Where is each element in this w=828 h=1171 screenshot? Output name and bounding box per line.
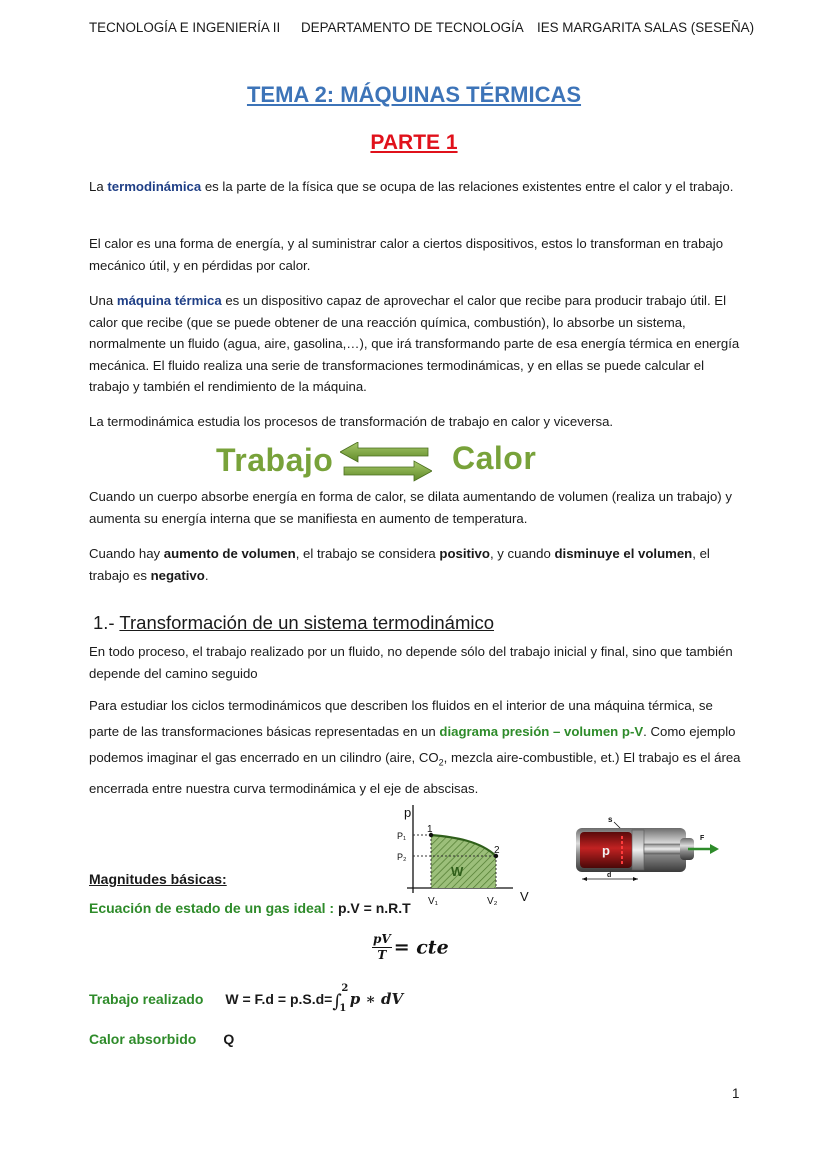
page-title: TEMA 2: MÁQUINAS TÉRMICAS	[246, 82, 582, 107]
paragraph-sign-convention: Cuando hay aumento de volumen, el trabajo se considera positivo, y cuando disminuye el volumen, el trabajo es negativo.	[89, 546, 710, 583]
paragraph-expansion: Cuando un cuerpo absorbe energía en forma de calor, se dilata aumentando de volumen (realiza un trabajo) y aumenta su energía interna que se manifiesta en aumento de temperatura.	[89, 489, 732, 526]
paragraph-pv-diagram: Para estudiar los ciclos termodinámicos que describen los fluidos en el interior de una máquina térmica, se parte de las transformaciones básicas representadas en un diagrama presión – volumen p-V. Como ejemplo podemos imaginar el gas encerrado en un cilindro (aire, $CO_2$, mezcla aire-combustible, et.) El trabajo es el área encerrada entre nuestra curva termodinámica y el eje de abscisas.	[89, 698, 741, 796]
header-subject: TECNOLOGÍA E INGENIERÍA II	[89, 20, 281, 35]
pv-p1-label: P₁	[397, 831, 407, 841]
pv-v2-label: V₂	[487, 896, 498, 907]
cylinder-illustration	[572, 810, 720, 890]
force-arrow-icon	[710, 844, 719, 854]
magnitudes-heading: Magnitudes básicas:	[89, 871, 227, 887]
cylinder-s-label: s	[608, 815, 613, 824]
page-number: 1	[732, 1086, 740, 1101]
pv-axis-p-label: p	[404, 805, 412, 820]
heat-absorbed: Calor absorbido Q	[89, 1031, 235, 1047]
paragraph-processes: La termodinámica estudia los procesos de transformación de trabajo en calor y viceversa.	[89, 414, 614, 429]
paragraph-thermodynamics: La termodinámica es la parte de la física que se ocupa de las relaciones existentes entre el calor y el trabajo.	[89, 179, 734, 194]
cylinder-f-label: F	[700, 835, 705, 842]
page-header	[0, 20, 828, 40]
paragraph-thermal-machine: Una máquina térmica es un dispositivo capaz de aprovechar el calor que recibe para producir trabajo útil. El calor que recibe (que se puede obtener de una reacción química, combustión), lo absorbe un sistema, normalmente un fluido (agua, aire, gasolina,…), que irá transformando parte de esa energía térmica en energía mecánica. El fluido realiza una serie de transformaciones termodinámicas, y en ellas se puede calcular el trabajo y también el rendimiento de la máquina.	[89, 293, 740, 395]
paragraph-path-dependence: En todo proceso, el trabajo realizado por un fluido, no depende sólo del trabajo inicial y final, sino que también depende del camino seguido	[89, 644, 733, 681]
section-heading: 1.- Transformación de un sistema termodinámico	[93, 612, 495, 633]
pv-p2-label: P₂	[397, 852, 407, 862]
cylinder-d-label: d	[607, 872, 612, 879]
pv-work-area	[431, 835, 496, 888]
pv-v1-label: V₁	[428, 896, 439, 907]
term-maquina-termica: máquina térmica	[116, 293, 222, 308]
pv-over-t-formula: $\frac{pV}{T}$ = cte	[373, 932, 449, 962]
header-school: IES MARGARITA SALAS (SESEÑA)	[537, 20, 755, 35]
page-subtitle: PARTE 1	[370, 131, 458, 154]
pv-point-2-label: 2	[494, 845, 500, 856]
term-termodinamica: termodinámica	[107, 179, 202, 194]
cylinder-p-label: p	[602, 843, 610, 858]
pv-work-label: W	[451, 864, 464, 879]
pv-axis-v-label: V	[520, 889, 529, 904]
piston	[632, 830, 644, 870]
work-formula: Trabajo realizado W = F.d = p.S.d=∫ 2 1 p ∗ dV	[89, 983, 404, 1014]
work-heat-banner	[210, 440, 540, 484]
pv-diagram	[395, 803, 535, 915]
paragraph-heat: El calor es una forma de energía, y al suministrar calor a ciertos dispositivos, estos lo transforman en trabajo mecánico útil, y en pérdidas por calor.	[89, 236, 724, 273]
banner-work-label: Trabajo	[216, 442, 334, 478]
pv-point-1-label: 1	[427, 824, 433, 835]
double-arrow-icon	[340, 442, 432, 482]
header-department: DEPARTAMENTO DE TECNOLOGÍA	[301, 20, 524, 35]
ideal-gas-equation: Ecuación de estado de un gas ideal : p.V = n.R.T	[89, 900, 411, 916]
banner-heat-label: Calor	[452, 440, 537, 476]
